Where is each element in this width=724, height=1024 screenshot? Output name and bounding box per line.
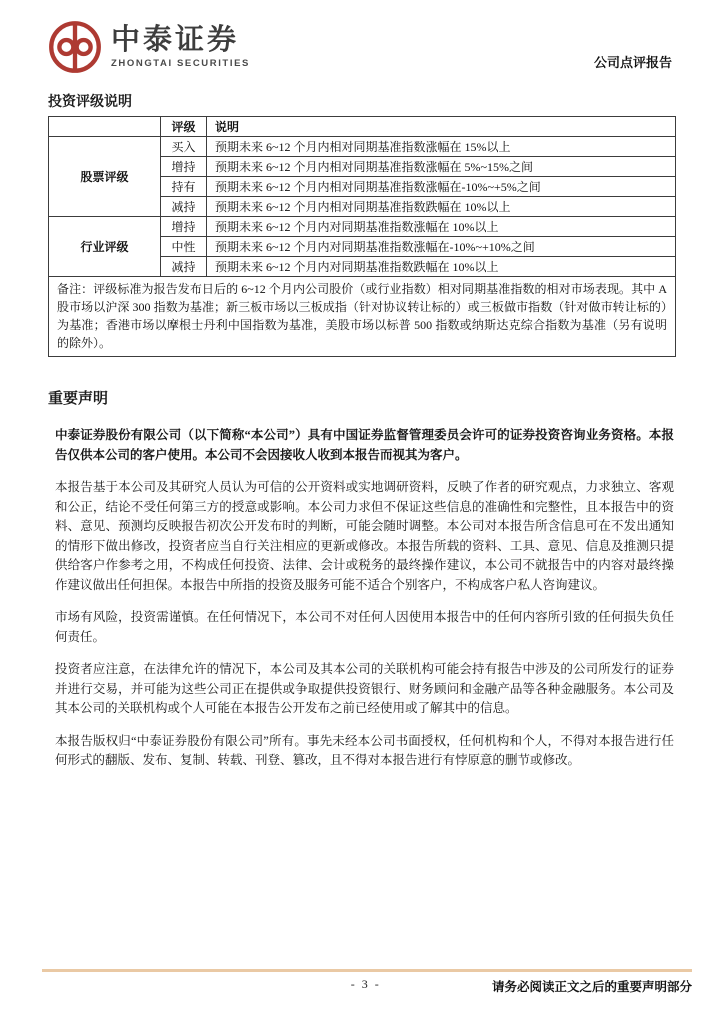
statement-paragraph: 市场有风险，投资需谨慎。在任何情况下，本公司不对任何人因使用本报告中的任何内容所引致的任何损失负任何责任。 xyxy=(55,610,674,644)
rating-label: 买入 xyxy=(161,137,207,157)
rating-description: 预期未来 6~12 个月内相对同期基准指数跌幅在 10%以上 xyxy=(207,197,676,217)
rating-table-row xyxy=(49,217,676,237)
rating-table xyxy=(48,116,676,357)
rating-description: 预期未来 6~12 个月内相对同期基准指数涨幅在-10%~+5%之间 xyxy=(207,177,676,197)
rating-table-note: 备注：评级标准为报告发布日后的 6~12 个月内公司股价（或行业指数）相对同期基准指数的相对市场表现。其中 A 股市场以沪深 300 指数为基准；新三板市场以三板成指（针对协议转让标的）或三板做市指数（针对做市转让标的）为基准；香港市场以摩根士丹利中国指数为基准，美股市场以标普 500 指数或纳斯达克综合指数为基准（另有说明的除外）。 xyxy=(49,277,676,357)
company-logo xyxy=(48,20,250,74)
statement-body xyxy=(48,426,676,771)
rating-label: 增持 xyxy=(161,157,207,177)
brand-text xyxy=(111,25,250,69)
rating-description: 预期未来 6~12 个月内相对同期基准指数涨幅在 5%~15%之间 xyxy=(207,157,676,177)
rating-description: 预期未来 6~12 个月内相对同期基准指数涨幅在 15%以上 xyxy=(207,137,676,157)
brand-name-en: ZHONGTAI SECURITIES xyxy=(111,58,250,70)
statement-paragraph: 投资者应注意，在法律允许的情况下，本公司及其本公司的关联机构可能会持有报告中涉及的公司所发行的证券并进行交易，并可能为这些公司正在提供或争取提供投资银行、财务顾问和金融产品等各种金融服务。本公司及其本公司的关联机构或个人可能在本报告公开发布之前已经使用或了解其中的信息。 xyxy=(55,662,674,715)
rating-label: 中性 xyxy=(161,237,207,257)
rating-group-label: 股票评级 xyxy=(49,137,161,217)
rating-section-title: 投资评级说明 xyxy=(48,95,132,110)
rating-description: 预期未来 6~12 个月内对同期基准指数跌幅在 10%以上 xyxy=(207,257,676,277)
rating-label: 持有 xyxy=(161,177,207,197)
rating-table-row xyxy=(49,137,676,157)
rating-label: 增持 xyxy=(161,217,207,237)
report-type-label: 公司点评报告 xyxy=(593,55,672,70)
page-content xyxy=(0,91,724,771)
statement-paragraph: 本报告版权归“中泰证券股份有限公司”所有。事先未经本公司书面授权，任何机构和个人，不得对本报告进行任何形式的翻版、发布、复制、转载、刊登、篡改，且不得对本报告进行有悖原意的删节或修改。 xyxy=(55,733,674,767)
rating-table-body xyxy=(49,137,676,277)
statement-paragraph: 本报告基于本公司及其研究人员认为可信的公开资料或实地调研资料，反映了作者的研究观点，力求独立、客观和公正，结论不受任何第三方的授意或影响。本公司力求但不保证这些信息的准确性和完整性，且本报告中的资料、意见、预测均反映报告初次公开发布时的判断，可能会随时调整。本公司对本报告所含信息可在不发出通知的情形下做出修改，投资者应当自行关注相应的更新或修改。本报告所载的资料、工具、意见、信息及推测只提供给客户作参考之用，不构成任何投资、法律、会计或税务的最终操作建议，本公司不就报告中的内容对最终操作建议做出任何担保。本报告中所指的投资及服务可能不适合个别客户，不构成客户私人咨询建议。 xyxy=(55,480,674,592)
rating-table-head xyxy=(49,117,676,137)
rating-table-note-section xyxy=(49,277,676,357)
rating-label: 减持 xyxy=(161,257,207,277)
rating-table-header-row xyxy=(49,117,676,137)
rating-description: 预期未来 6~12 个月内对同期基准指数涨幅在-10%~+10%之间 xyxy=(207,237,676,257)
rating-table-note-row xyxy=(49,277,676,357)
rating-table-header-desc: 说明 xyxy=(207,117,676,137)
page-number: - 3 - xyxy=(350,977,381,991)
rating-description: 预期未来 6~12 个月内对同期基准指数涨幅在 10%以上 xyxy=(207,217,676,237)
statement-section-title: 重要声明 xyxy=(48,391,109,407)
footer-inner xyxy=(42,972,692,994)
rating-table-header-group xyxy=(49,117,161,137)
brand-name-cn: 中泰证券 xyxy=(111,23,240,56)
footer-notice: 请务必阅读正文之后的重要声明部分 xyxy=(491,980,692,994)
statement-lead-paragraph: 中泰证券股份有限公司（以下简称“本公司”）具有中国证券监督管理委员会许可的证券投资咨询业务资格。本报告仅供本公司的客户使用。本公司不会因接收人收到本报告而视其为客户。 xyxy=(55,428,674,462)
zhongtai-logo-icon xyxy=(48,20,102,74)
page-footer xyxy=(42,969,692,1003)
rating-group-label: 行业评级 xyxy=(49,217,161,277)
rating-label: 减持 xyxy=(161,197,207,217)
rating-table-header-rating: 评级 xyxy=(161,117,207,137)
page-header xyxy=(0,0,724,74)
